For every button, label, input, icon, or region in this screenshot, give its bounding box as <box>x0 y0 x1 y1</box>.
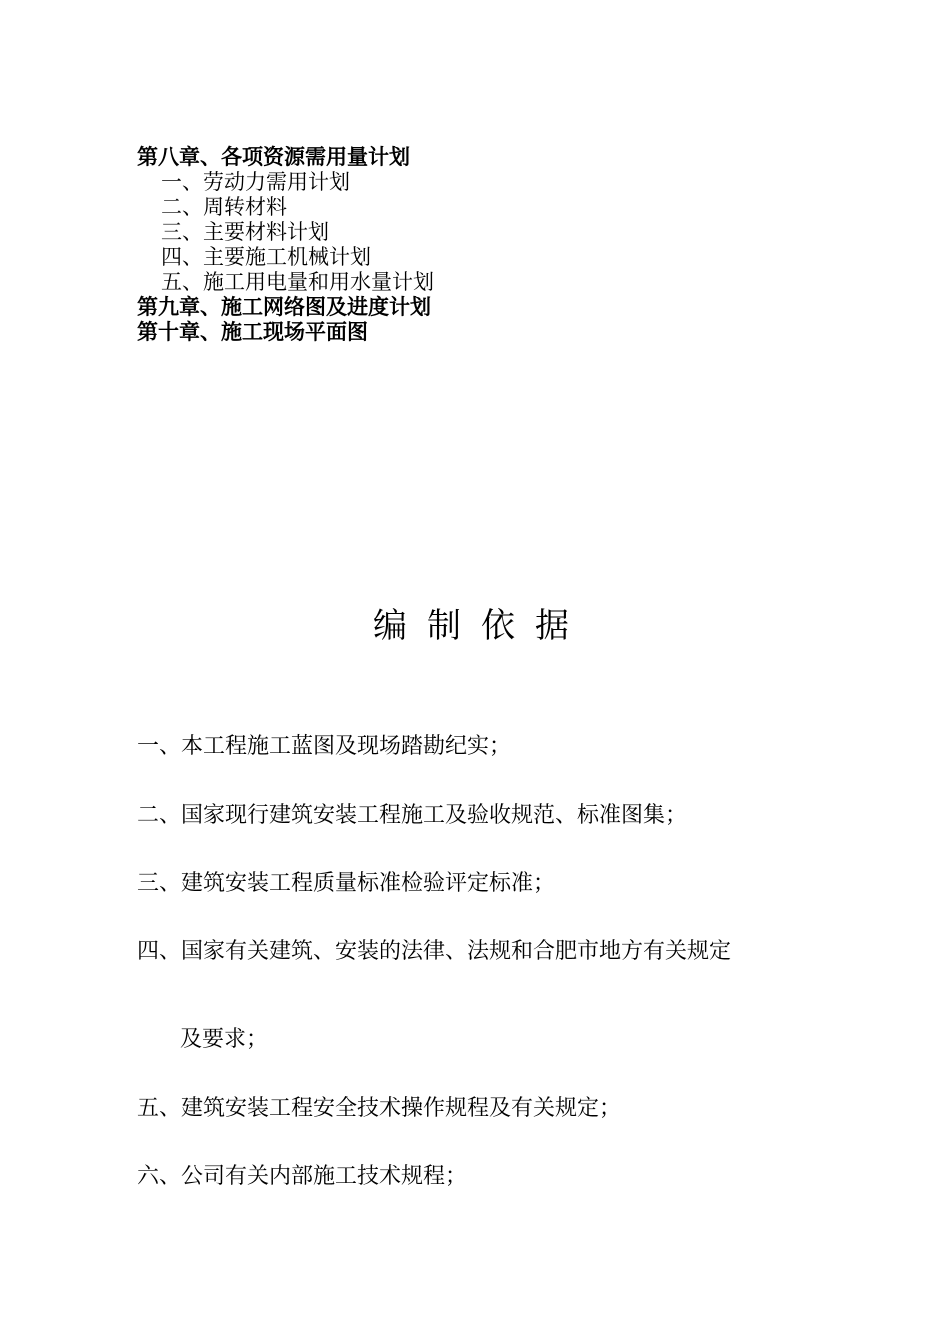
toc-section-main-materials: 三、主要材料计划 <box>161 220 329 244</box>
toc-chapter-10: 第十章、施工现场平面图 <box>137 320 368 344</box>
basis-item-5: 五、建筑安装工程安全技术操作规程及有关规定； <box>137 1096 622 1121</box>
toc-chapter-9: 第九章、施工网络图及进度计划 <box>137 295 431 319</box>
section-title: 编制依据 <box>373 606 589 646</box>
toc-section-labor-plan: 一、劳动力需用计划 <box>161 170 350 194</box>
basis-item-3: 三、建筑安装工程质量标准检验评定标准； <box>137 871 556 896</box>
toc-section-turnover-materials: 二、周转材料 <box>161 195 287 219</box>
toc-chapter-8: 第八章、各项资源需用量计划 <box>137 145 410 169</box>
toc-section-machinery-plan: 四、主要施工机械计划 <box>161 245 371 269</box>
basis-item-4: 四、国家有关建筑、安装的法律、法规和合肥市地方有关规定 <box>137 939 732 964</box>
basis-item-1: 一、本工程施工蓝图及现场踏勘纪实； <box>137 734 512 759</box>
basis-item-6: 六、公司有关内部施工技术规程； <box>137 1164 468 1189</box>
table-of-contents <box>137 145 837 345</box>
basis-item-4-continued: 及要求； <box>180 1027 269 1052</box>
toc-section-power-water-plan: 五、施工用电量和用水量计划 <box>161 270 434 294</box>
basis-item-2: 二、国家现行建筑安装工程施工及验收规范、标准图集； <box>137 803 688 828</box>
